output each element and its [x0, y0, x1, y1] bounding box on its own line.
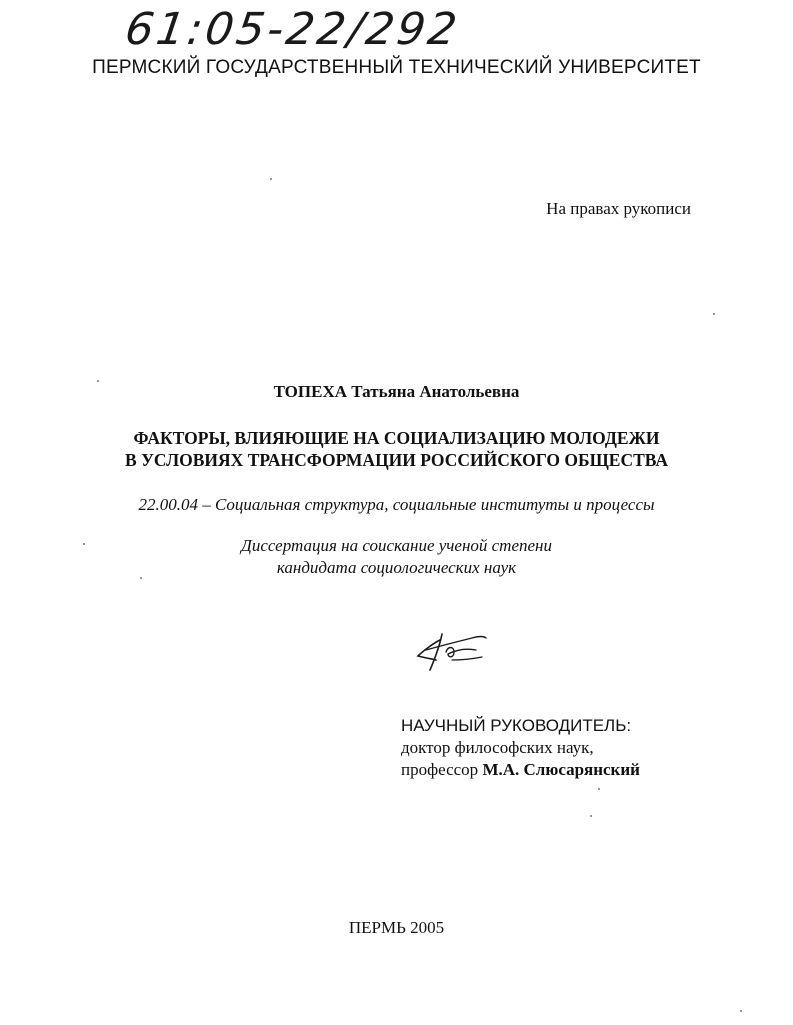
degree-statement: [0, 535, 793, 579]
university-name: ПЕРМСКИЙ ГОСУДАРСТВЕННЫЙ ТЕХНИЧЕСКИЙ УНИВЕРСИТЕТ: [92, 57, 701, 78]
scan-speck: [97, 380, 99, 382]
scan-speck: [740, 1010, 742, 1012]
scan-speck: [270, 178, 272, 180]
scientific-advisor: [401, 715, 640, 781]
advisor-name: М.А. Слюсарянский: [482, 760, 640, 779]
scan-speck: [590, 815, 592, 817]
advisor-degree: доктор философских наук,: [401, 738, 594, 757]
title-line: ФАКТОРЫ, ВЛИЯЮЩИЕ НА СОЦИАЛИЗАЦИЮ МОЛОДЕЖИ: [133, 428, 660, 448]
advisor-rank: профессор: [401, 760, 479, 779]
degree-line: кандидата социологических наук: [276, 558, 517, 577]
handwritten-signature: [412, 626, 490, 676]
title-line: В УСЛОВИЯХ ТРАНСФОРМАЦИИ РОССИЙСКОГО ОБЩЕСТВА: [125, 450, 668, 470]
scan-speck: [83, 543, 85, 545]
scan-speck: [598, 788, 600, 790]
rights-note: На правах рукописи: [546, 199, 691, 218]
specialty-code: 22.00.04 – Социальная структура, социальные институты и процессы: [138, 495, 655, 514]
advisor-heading: НАУЧНЫЙ РУКОВОДИТЕЛЬ:: [401, 716, 632, 735]
dissertation-title: [0, 427, 793, 471]
city-year: ПЕРМЬ 2005: [348, 918, 445, 937]
library-stamp-number: 61:05-22/292: [122, 4, 463, 55]
scan-speck: [713, 313, 715, 315]
scan-speck: [140, 577, 142, 579]
advisor-title-line: [401, 759, 640, 781]
author-name: ТОПЕХА Татьяна Анатольевна: [273, 382, 520, 401]
degree-line: Диссертация на соискание ученой степени: [241, 536, 552, 555]
